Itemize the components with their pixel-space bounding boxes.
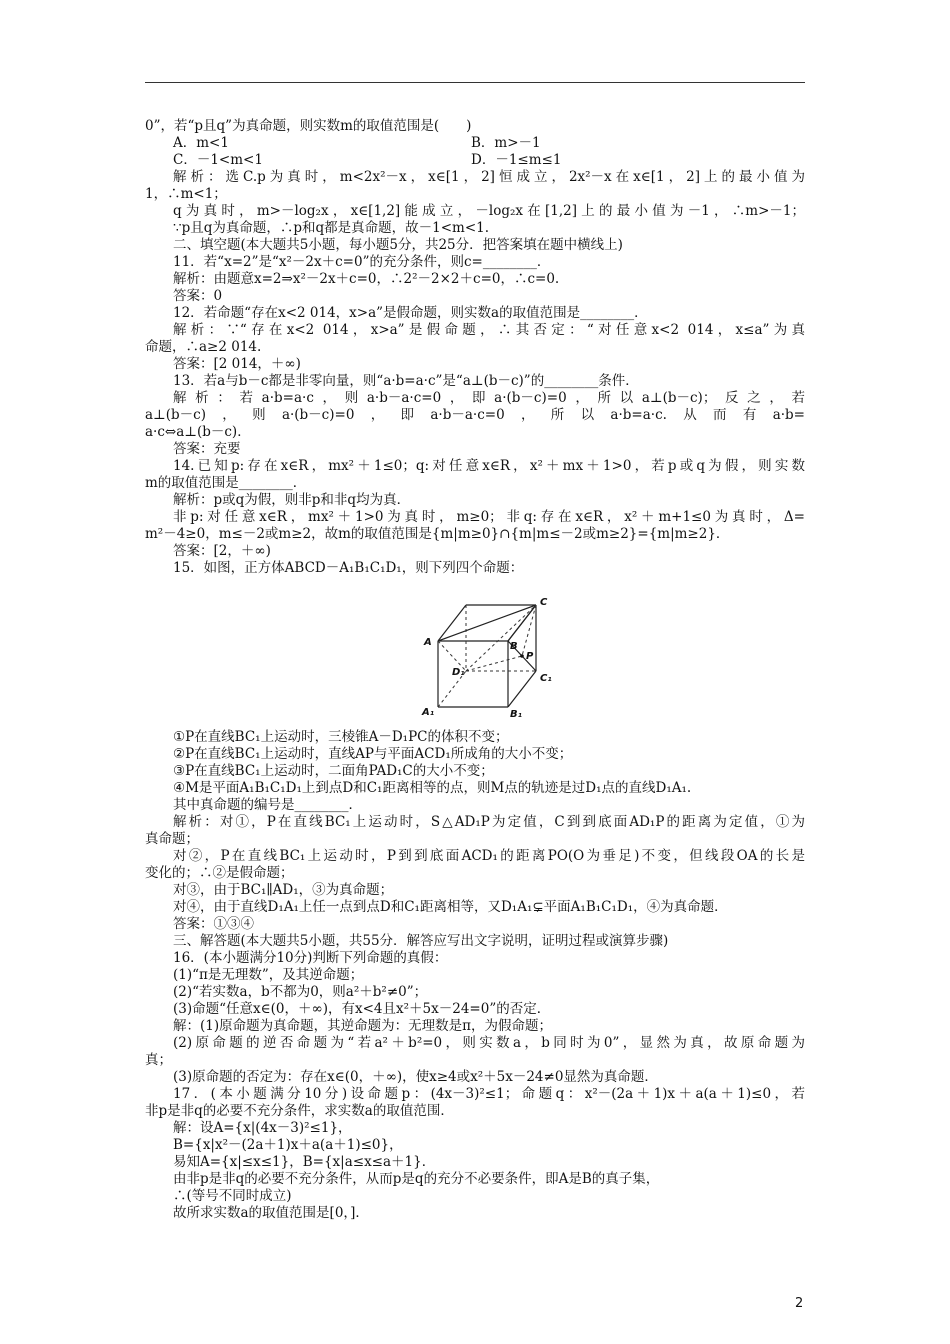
- cube-diagram: [420, 583, 560, 719]
- option-b: B．m>－1: [471, 135, 541, 151]
- text-line: 1，∴m<1；: [145, 186, 227, 202]
- question-stem: [145, 118, 805, 135]
- label-c1: C₁: [540, 673, 552, 684]
- text-line: 13．若a与b－c都是非零向量，则“a·b=a·c”是“a⊥(b－c)”的________条件．: [173, 373, 639, 389]
- text-line: 14.已知p:存在x∈R，mx²＋1≤0；q:对任意x∈R，x²＋mx＋1>0，若p或q为假，则实数: [173, 458, 805, 474]
- text-line: ③P在直线BC₁上运动时，二面角PAD₁C的大小不变；: [173, 763, 494, 779]
- label-b: B: [510, 641, 518, 652]
- header-rule: [145, 82, 805, 83]
- text-line: ①P在直线BC₁上运动时，三棱锥A－D₁PC的体积不变；: [173, 729, 509, 745]
- text-line: (1)“π是无理数”，及其逆命题；: [173, 967, 364, 983]
- options-row-2: [145, 152, 805, 169]
- text-line: 12．若命题“存在x<2 014，x>a”是假命题，则实数a的取值范围是________．: [173, 305, 648, 321]
- text-line: 17．(本小题满分10分)设命题p：(4x－3)²≤1；命题q：x²－(2a＋1)x＋a(a＋1)≤0，若: [173, 1086, 805, 1102]
- text-line: 非p:对任意x∈R，mx²＋1>0为真时，m≥0；非q:存在x∈R，x²＋m+1≤0为真时，Δ=: [173, 509, 805, 525]
- hidden-edge-d1-p: [466, 656, 522, 671]
- text-line: ②P在直线BC₁上运动时，直线AP与平面ACD₁所成角的大小不变；: [173, 746, 573, 762]
- text-line: B={x|x²－(2a＋1)x＋a(a＋1)≤0}，: [173, 1137, 403, 1153]
- text-line: 真命题；: [145, 831, 199, 847]
- point-p: [520, 654, 524, 658]
- text-line: 解析：对①，P在直线BC₁上运动时，S△AD₁P为定值，C到到底面AD₁P的距离为定值，①为: [173, 814, 805, 830]
- option-a: A．m<1: [173, 135, 229, 151]
- text-line: 解析：∵“存在x<2 014，x>a”是假命题，∴其否定：“对任意x<2 014，x≤a”为真: [173, 322, 805, 338]
- text-line: 11．若“x=2”是“x²－2x＋c=0”的充分条件，则c=________．: [173, 254, 551, 270]
- hidden-edge-c-p: [522, 605, 536, 656]
- options-row-1: [145, 135, 805, 152]
- text-line: 二、填空题(本大题共5小题，每小题5分，共25分．把答案填在题中横线上): [173, 237, 623, 253]
- text-line: (2)“若实数a，b不都为0，则a²＋b²≠0”；: [173, 984, 428, 1000]
- text-line: 答案：[2 014，＋∞): [173, 356, 301, 372]
- text-line: 15．如图，正方体ABCD－A₁B₁C₁D₁，则下列四个命题：: [173, 560, 524, 576]
- option-c: C．－1<m<1: [173, 152, 263, 168]
- page-number: 2: [795, 1296, 804, 1311]
- text-line: 由非p是非q的必要不充分条件，从而p是q的充分不必要条件，即A是B的真子集，: [173, 1171, 660, 1187]
- text-line: 解：(1)原命题为真命题，其逆命题为：无理数是π，为假命题；: [173, 1018, 552, 1034]
- text-line: m²－4≥0，m≤－2或m≥2，故m的取值范围是{m|m≥0}∩{m|m≤－2或m≥2}={m|m≥2}．: [145, 526, 730, 542]
- text-line: a⊥(b－c)，则a·(b－c)=0，即a·b－a·c=0，所以a·b=a·c.从而有a·b=: [145, 407, 805, 423]
- text-line: q为真时，m>－log₂x，x∈[1,2]能成立，－log₂x在[1,2]上的最小值为－1，∴m>－1；: [173, 203, 805, 219]
- label-a: A: [424, 637, 432, 648]
- option-d: D．－1≤m≤1: [471, 152, 562, 168]
- text-line: (3)命题“任意x∈(0，＋∞)，有x<4且x²＋5x－24=0”的否定．: [173, 1001, 551, 1017]
- text-line: 16．(本小题满分10分)判断下列命题的真假：: [173, 950, 448, 966]
- cube-figure: [145, 583, 805, 723]
- text-line: 解析：p或q为假，则非p和非q均为真．: [173, 492, 411, 508]
- label-b1: B₁: [510, 709, 523, 719]
- solution-text-1: [145, 169, 805, 577]
- text-line: 答案：①③④: [173, 916, 254, 932]
- text-line: 解析：由题意x=2⇒x²－2x＋c=0，∴2²－2×2＋c=0，∴c=0.: [173, 271, 560, 287]
- solution-text-2: [145, 729, 805, 1222]
- text-line: 真；: [145, 1052, 172, 1068]
- text-line: 非p是非q的必要不充分条件，求实数a的取值范围．: [145, 1103, 454, 1119]
- text-line: 解析：选C.p为真时，m<2x²－x，x∈[1，2]恒成立，2x²－x在x∈[1，2]上的最小值为: [173, 169, 805, 185]
- text-line: m的取值范围是________．: [145, 475, 307, 491]
- text-line: 答案：充要: [173, 441, 241, 457]
- text-line: ④M是平面A₁B₁C₁D₁上到点D和C₁距离相等的点，则M点的轨迹是过D₁点的直线D₁A₁.: [173, 780, 692, 796]
- edge-b1-c1: [508, 671, 536, 707]
- label-a1: A₁: [422, 707, 435, 718]
- text-line: 答案：[2，＋∞): [173, 543, 271, 559]
- text-line: 易知A={x|≤x≤1}，B={x|a≤x≤a＋1}．: [173, 1154, 436, 1170]
- document-body: [145, 118, 805, 1222]
- text-line: 对④，由于直线D₁A₁上任一点到点D和C₁距离相等，又D₁A₁⊊平面A₁B₁C₁D₁，④为真命题．: [173, 899, 728, 915]
- text-line: ∴(等号不同时成立): [173, 1188, 292, 1204]
- text-line: 0”，若“p且q”为真命题，则实数m的取值范围是( ): [145, 118, 472, 134]
- text-line: ∵p且q为真命题，∴p和q都是真命题，故－1<m<1.: [173, 220, 490, 236]
- text-line: a·c⇔a⊥(b－c)．: [145, 424, 251, 440]
- label-d1: D₁: [452, 667, 465, 678]
- label-c: C: [540, 597, 548, 608]
- text-line: 解：设A={x|(4x－3)²≤1}，: [173, 1120, 352, 1136]
- text-line: 命题，∴a≥2 014.: [145, 339, 262, 355]
- label-p: P: [526, 651, 534, 662]
- text-line: 故所求实数a的取值范围是[0，]．: [173, 1205, 369, 1221]
- text-line: 对③，由于BC₁∥AD₁，③为真命题；: [173, 882, 394, 898]
- text-line: 对②，P在直线BC₁上运动时，P到到底面ACD₁的距离PO(O为垂足)不变，但线段OA的长是: [173, 848, 805, 864]
- text-line: (2)原命题的逆否命题为“若a²＋b²=0，则实数a，b同时为0”，显然为真，故原命题为: [173, 1035, 805, 1051]
- text-line: 其中真命题的编号是________．: [173, 797, 362, 813]
- text-line: 三、解答题(本大题共5小题，共55分．解答应写出文字说明，证明过程或演算步骤): [173, 933, 669, 949]
- text-line: (3)原命题的否定为：存在x∈(0，＋∞)，使x≥4或x²＋5x－24≠0显然为真命题．: [173, 1069, 658, 1085]
- text-line: 变化的；∴②是假命题；: [145, 865, 294, 881]
- text-line: 解析：若a·b=a·c，则a·b－a·c=0，即a·(b－c)=0，所以a⊥(b－c)；反之，若: [173, 390, 805, 406]
- text-line: 答案：0: [173, 288, 223, 304]
